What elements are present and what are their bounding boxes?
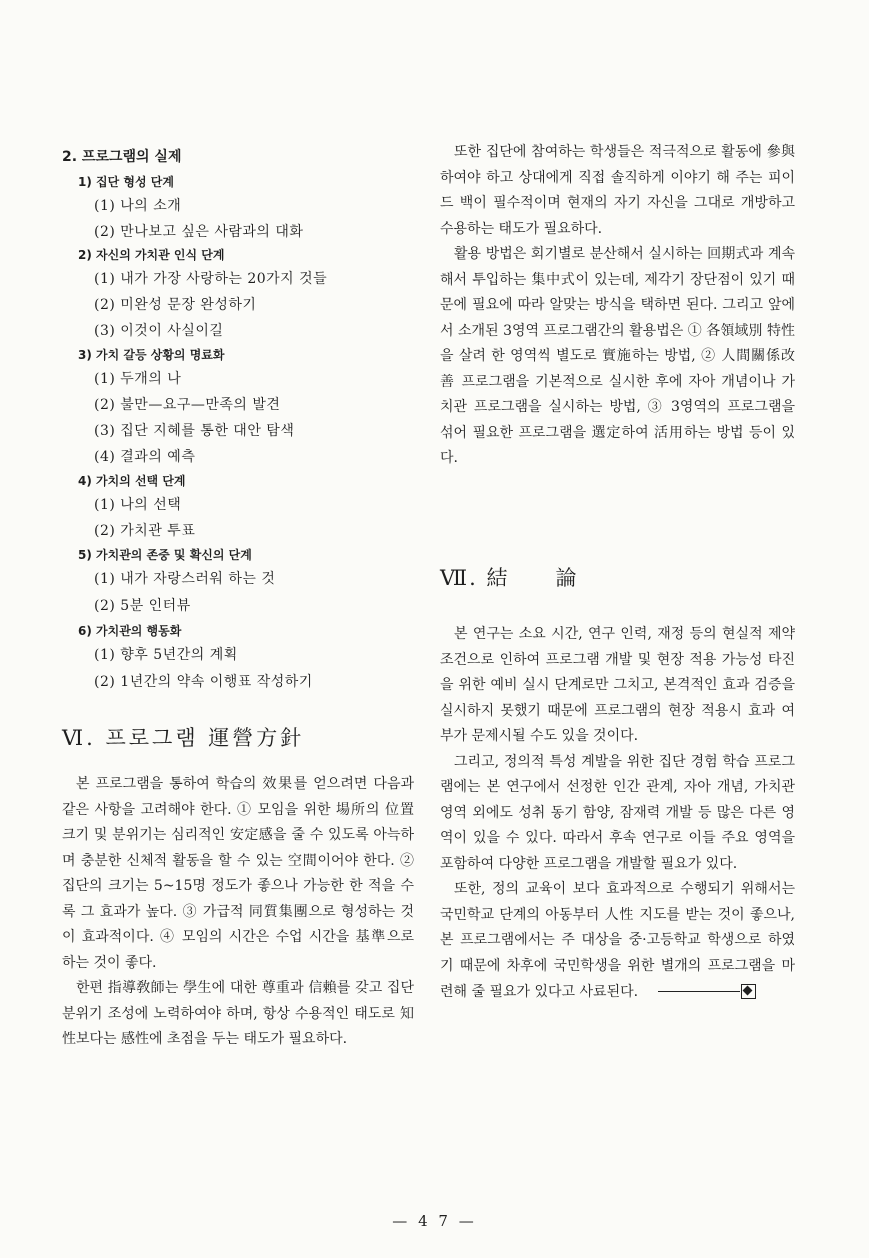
step-title: 5) 가치관의 존중 및 확신의 단계 xyxy=(78,548,252,562)
list-item: (2) 가치관 투표 xyxy=(94,523,196,539)
end-of-article-mark xyxy=(644,979,756,1005)
list-item: (3) 집단 지혜를 통한 대안 탐색 xyxy=(94,423,295,439)
list-item: (1) 향후 5년간의 계획 xyxy=(94,647,238,663)
section-title-vii: Ⅶ. 結 論 xyxy=(440,566,579,590)
diamond-icon xyxy=(741,984,756,999)
page-number: — 4 7 — xyxy=(392,1212,477,1230)
step-title: 3) 가치 갈등 상황의 명료화 xyxy=(78,348,225,362)
list-item: (1) 나의 선택 xyxy=(94,497,182,513)
list-item: (2) 미완성 문장 완성하기 xyxy=(94,297,257,313)
paragraph xyxy=(440,877,795,1005)
step-title: 4) 가치의 선택 단계 xyxy=(78,474,186,488)
list-item: (1) 두개의 나 xyxy=(94,371,182,387)
paragraph-text: 또한, 정의 교육이 보다 효과적으로 수행되기 위해서는 국민학교 단계의 아동부터 人性 지도를 받는 것이 좋으나, 본 프로그램에서는 주 대상을 중·고등학교 학생으로 하였기 때문에 차후에 국민학생을 위한 별개의 프로그램을 마련해 줄 필요가 있다고 사료된다. xyxy=(440,881,795,1000)
section-vi-body xyxy=(62,772,414,1053)
step-title: 1) 집단 형성 단계 xyxy=(78,175,174,189)
list-item: (2) 5분 인터뷰 xyxy=(94,598,191,614)
list-item: (2) 1년간의 약속 이행표 작성하기 xyxy=(94,674,313,690)
paragraph: 한편 指導敎師는 學生에 대한 尊重과 信賴를 갖고 집단 분위기 조성에 노력하여야 하며, 항상 수용적인 태도로 知性보다는 感性에 초점을 두는 태도가 필요하다. xyxy=(62,980,414,1047)
paragraph: 본 프로그램을 통하여 학습의 效果를 얻으려면 다음과 같은 사항을 고려해야 한다. ① 모임을 위한 場所의 位置 크기 및 분위기는 심리적인 安定感을 줄 수 있도록 아늑하며 충분한 신체적 활동을 할 수 있는 空間이어야 한다. ② 집단의 크기는 5~15명 정도가 좋으나 가능한 한 적을 수록 그 효과가 높다. ③ 가급적 同質集團으로 형성하는 것이 효과적이다. ④ 모임의 시간은 수업 시간을 基準으로 하는 것이 좋다. xyxy=(62,776,414,971)
end-rule xyxy=(658,991,740,992)
list-item: (2) 만나보고 싶은 사람과의 대화 xyxy=(94,224,304,240)
list-item: (1) 내가 가장 사랑하는 20가지 것들 xyxy=(94,271,328,287)
paragraph: 그리고, 정의적 특성 계발을 위한 집단 경험 학습 프로그램에는 본 연구에서 선정한 인간 관계, 자아 개념, 가치관 영역 외에도 성취 동기 함양, 잠재력 개발 등 많은 다른 영역이 있을 수 있다. 따라서 후속 연구로 이들 주요 영역을 포함하여 다양한 프로그램을 개발할 필요가 있다. xyxy=(440,753,795,872)
section-vi-continued xyxy=(440,140,795,472)
subsection-heading: 2. 프로그램의 실제 xyxy=(62,149,182,165)
list-item: (2) 불만—요구—만족의 발견 xyxy=(94,397,281,413)
conclusion-body xyxy=(440,622,795,1005)
list-item: (3) 이것이 사실이길 xyxy=(94,323,224,339)
paragraph: 활용 방법은 회기별로 분산해서 실시하는 回期式과 계속해서 투입하는 集中式이 있는데, 제각기 장단점이 있기 때문에 필요에 따라 알맞는 방식을 택하면 된다. 그리고 앞에서 소개된 3영역 프로그램간의 활용법은 ① 各領域別 特性을 살려 한 영역씩 별도로 實施하는 방법, ② 人間關係改善 프로그램을 기본적으로 실시한 후에 자아 개념이나 가치관 프로그램을 실시하는 방법, ③ 3영역의 프로그램을 섞어 필요한 프로그램을 選定하여 活用하는 방법 등이 있다. xyxy=(440,246,795,466)
list-item: (1) 내가 자랑스러워 하는 것 xyxy=(94,571,276,587)
list-item: (1) 나의 소개 xyxy=(94,198,182,214)
section-title-vi: Ⅵ. 프로그램 運營方針 xyxy=(62,726,305,750)
paragraph: 본 연구는 소요 시간, 연구 인력, 재정 등의 현실적 제약 조건으로 인하여 프로그램 개발 및 현장 적용 가능성 타진을 위한 예비 실시 단계로만 그치고, 본격적인 효과 검증을 실시하지 못했기 때문에 프로그램의 현장 적용시 효과 여부가 문제시될 수도 있을 것이다. xyxy=(440,626,795,744)
step-title: 2) 자신의 가치관 인식 단계 xyxy=(78,248,225,262)
paragraph: 또한 집단에 참여하는 학생들은 적극적으로 활동에 參與하여야 하고 상대에게 직접 솔직하게 이야기 해 주는 피이드 백이 필수적이며 현재의 자기 자신을 그대로 개방하고 수용하는 태도가 필요하다. xyxy=(440,144,795,237)
step-title: 6) 가치관의 행동화 xyxy=(78,624,182,638)
list-item: (4) 결과의 예측 xyxy=(94,449,196,465)
